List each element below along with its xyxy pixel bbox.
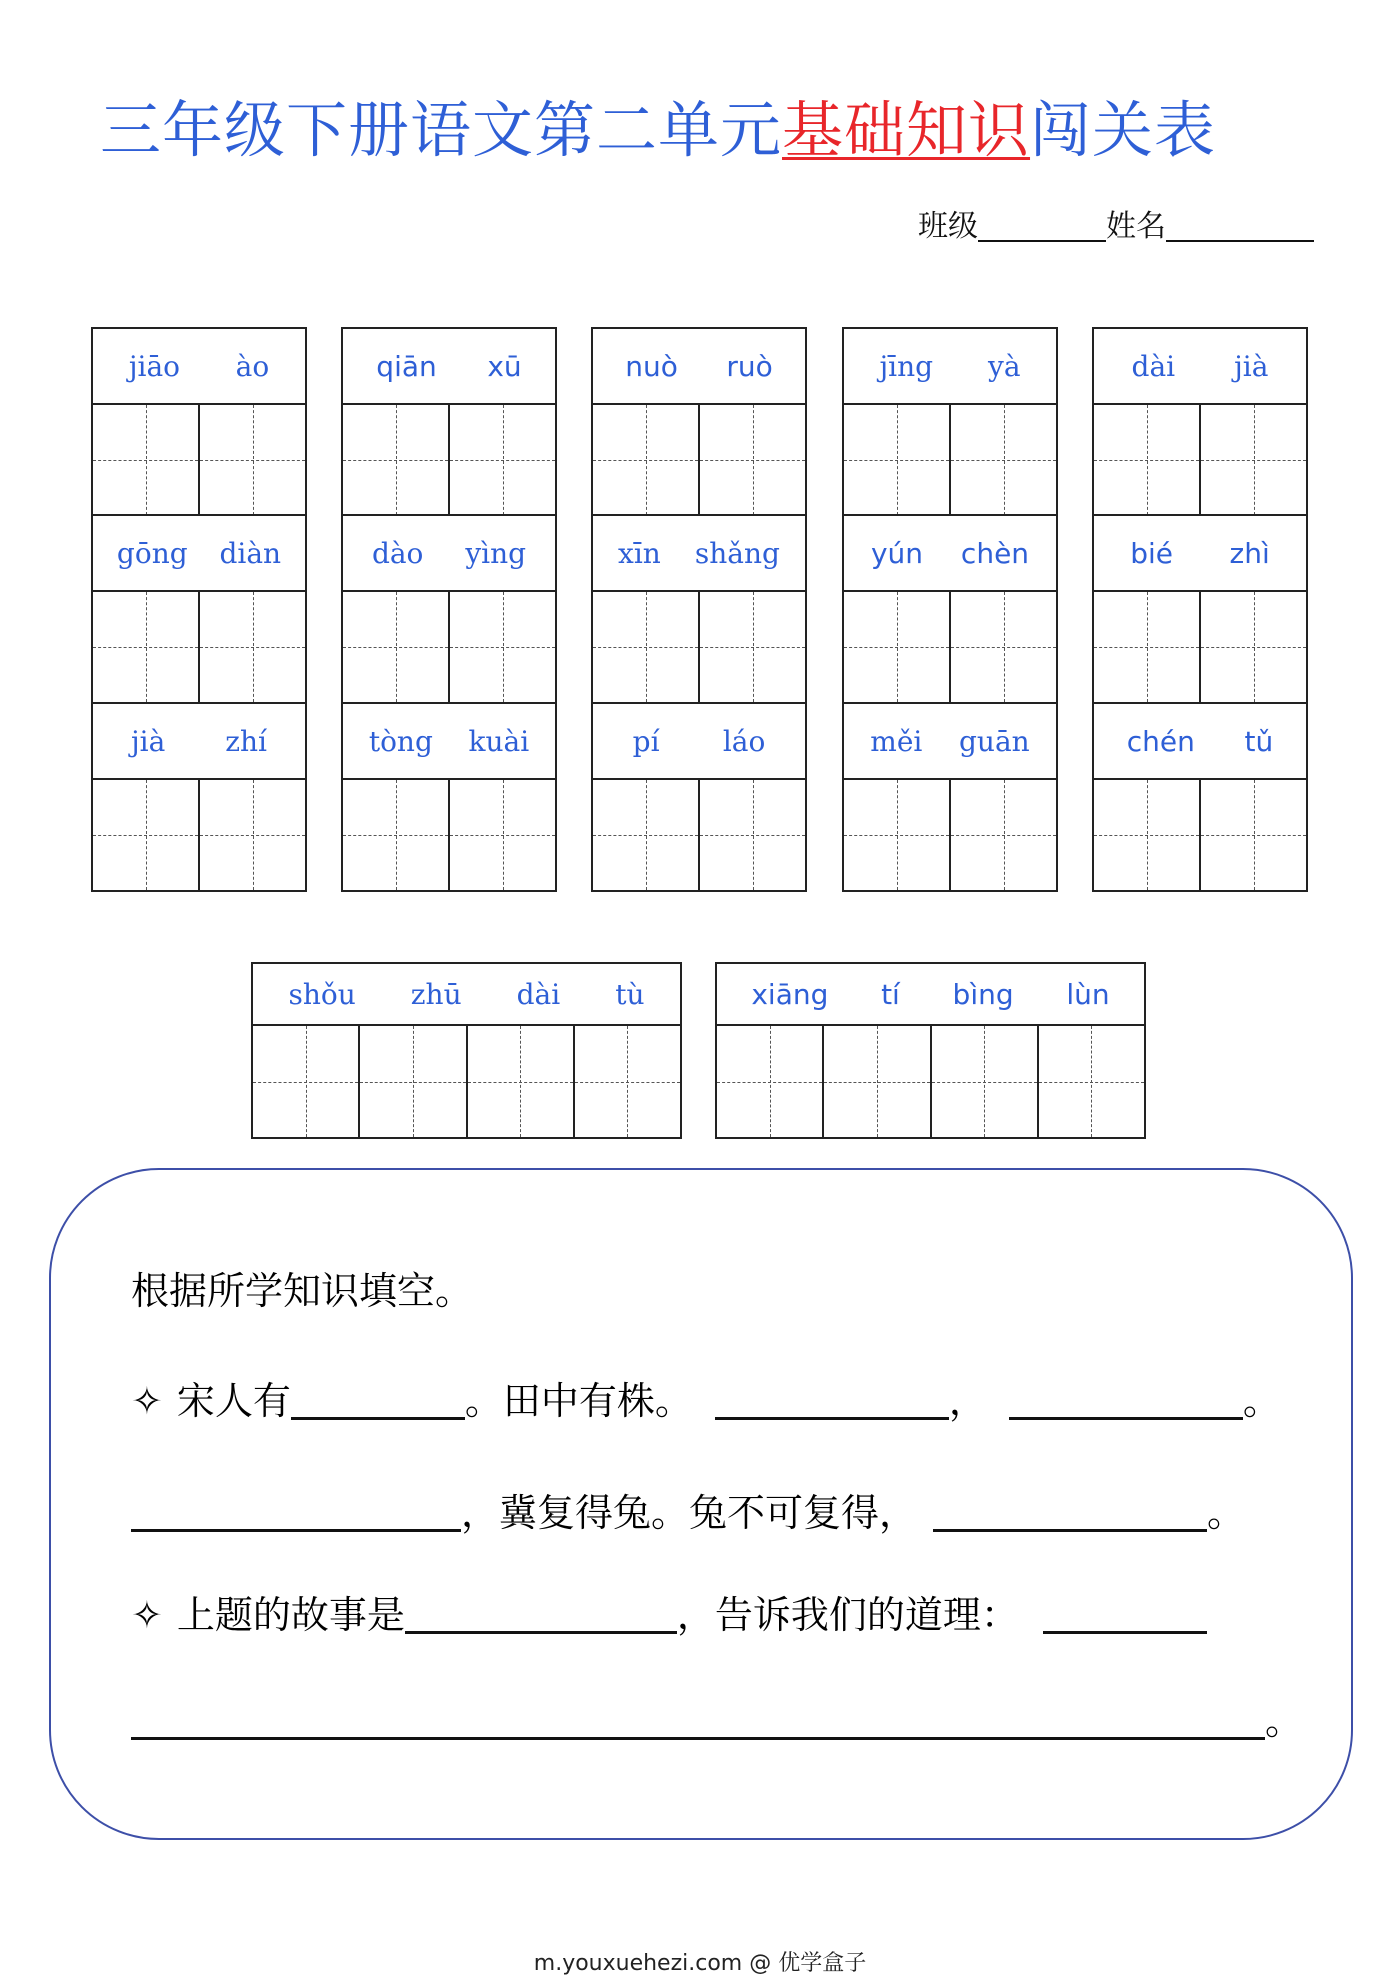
fill-blank[interactable] (715, 1380, 949, 1420)
tianzige-cell[interactable] (1039, 1026, 1144, 1137)
writing-grid (343, 592, 555, 702)
class-blank[interactable] (978, 212, 1106, 242)
pinyin-syllable: bié (1130, 536, 1174, 570)
writing-grid (717, 1026, 1144, 1137)
tianzige-cell[interactable] (844, 405, 951, 515)
pinyin-syllable: guān (958, 724, 1030, 758)
pinyin-syllable: zhì (1229, 536, 1270, 570)
tianzige-cell[interactable] (1094, 592, 1201, 702)
title-highlight: 基础知识 (782, 95, 1031, 166)
pinyin-box (842, 327, 1058, 517)
pinyin-label (593, 516, 805, 592)
tianzige-cell[interactable] (200, 592, 305, 702)
tianzige-cell[interactable] (253, 1026, 360, 1137)
student-info (918, 209, 1314, 244)
pinyin-syllable: láo (722, 724, 766, 758)
fill-blank[interactable] (131, 1700, 1265, 1740)
pinyin-label (844, 516, 1056, 592)
tianzige-cell[interactable] (700, 780, 805, 890)
writing-grid (1094, 592, 1306, 702)
tianzige-cell[interactable] (468, 1026, 575, 1137)
pinyin-syllable: tù (615, 977, 645, 1011)
pinyin-label (343, 329, 555, 405)
fill-blank[interactable] (1009, 1380, 1243, 1420)
pinyin-syllable: ruò (726, 349, 773, 383)
tianzige-cell[interactable] (844, 592, 951, 702)
pinyin-box (341, 514, 557, 704)
pinyin-syllable: bìng (952, 977, 1014, 1011)
writing-grid (343, 780, 555, 890)
pinyin-label (1094, 516, 1306, 592)
pinyin-syllable: chèn (960, 536, 1030, 570)
fill-blank[interactable] (1043, 1594, 1207, 1634)
pinyin-label (93, 329, 305, 405)
pinyin-syllable: zhí (225, 724, 268, 758)
footer-credit: m.youxuehezi.com @ 优学盒子 (533, 1951, 867, 1976)
writing-grid (844, 592, 1056, 702)
pinyin-label (343, 516, 555, 592)
tianzige-cell[interactable] (450, 780, 555, 890)
writing-grid (844, 405, 1056, 515)
pinyin-syllable: tí (881, 977, 900, 1011)
pinyin-label (93, 516, 305, 592)
tianzige-cell[interactable] (343, 405, 450, 515)
tianzige-cell[interactable] (1094, 405, 1201, 515)
tianzige-cell[interactable] (717, 1026, 824, 1137)
fill-text: ，告诉我们的道理： (676, 1593, 1019, 1637)
tianzige-cell[interactable] (450, 592, 555, 702)
pinyin-box (341, 702, 557, 892)
pinyin-syllable: gōng (116, 536, 188, 570)
pinyin-syllable: zhū (410, 977, 462, 1011)
tianzige-cell[interactable] (93, 405, 200, 515)
writing-grid (593, 780, 805, 890)
tianzige-cell[interactable] (951, 592, 1056, 702)
writing-grid (1094, 405, 1306, 515)
fill-line-1 (131, 1379, 1281, 1423)
fill-line-3 (131, 1593, 1207, 1637)
pinyin-syllable: yún (870, 536, 924, 570)
pinyin-label (93, 704, 305, 780)
pinyin-syllable: dài (516, 977, 561, 1011)
fill-text: ，冀复得兔。兔不可复得， (461, 1491, 918, 1535)
pinyin-syllable: jià (130, 724, 166, 758)
fill-text: 上题的故事是 (176, 1593, 405, 1637)
pinyin-label (343, 704, 555, 780)
tianzige-cell[interactable] (593, 780, 700, 890)
pinyin-label (253, 964, 680, 1026)
fill-text: 。 (1207, 1491, 1246, 1535)
tianzige-cell[interactable] (1201, 592, 1306, 702)
tianzige-cell[interactable] (93, 592, 200, 702)
fill-text: 。 (1265, 1699, 1304, 1743)
tianzige-cell[interactable] (200, 780, 305, 890)
pinyin-label (1094, 329, 1306, 405)
pinyin-syllable: ào (235, 349, 270, 383)
pinyin-box (91, 327, 307, 517)
tianzige-cell[interactable] (360, 1026, 467, 1137)
fill-text: ， (948, 1379, 987, 1423)
fill-blank[interactable] (405, 1594, 677, 1634)
pinyin-label (844, 329, 1056, 405)
fill-line-4 (131, 1699, 1304, 1743)
fill-blank[interactable] (933, 1492, 1207, 1532)
pinyin-syllable: chén (1126, 724, 1195, 758)
tianzige-cell[interactable] (93, 780, 200, 890)
star-bullet-icon: ✧ (131, 1593, 163, 1637)
tianzige-cell[interactable] (200, 405, 305, 515)
pinyin-box (842, 702, 1058, 892)
fill-heading: 根据所学知识填空。 (131, 1269, 474, 1313)
writing-grid (343, 405, 555, 515)
pinyin-syllable: nuò (625, 349, 678, 383)
title-prefix: 三年级下册语文第二单元 (100, 95, 783, 166)
pinyin-syllable: jīng (879, 349, 934, 383)
tianzige-cell[interactable] (700, 405, 805, 515)
tianzige-cell[interactable] (1201, 780, 1306, 890)
pinyin-syllable: pí (632, 724, 660, 758)
pinyin-syllable: xū (487, 349, 522, 383)
tianzige-cell[interactable] (1201, 405, 1306, 515)
idiom-box (715, 962, 1146, 1139)
pinyin-syllable: xīn (618, 536, 661, 570)
idiom-box (251, 962, 682, 1139)
pinyin-syllable: qiān (376, 349, 437, 383)
tianzige-cell[interactable] (343, 592, 450, 702)
pinyin-syllable: měi (870, 724, 923, 758)
writing-grid (593, 592, 805, 702)
pinyin-box (591, 327, 807, 517)
pinyin-syllable: shǎng (694, 536, 780, 570)
pinyin-box (91, 514, 307, 704)
tianzige-cell[interactable] (700, 592, 805, 702)
tianzige-cell[interactable] (824, 1026, 931, 1137)
fill-text: 。田中有株。 (464, 1379, 693, 1423)
name-blank[interactable] (1166, 212, 1314, 242)
fill-text: 宋人有 (176, 1379, 291, 1423)
pinyin-box (91, 702, 307, 892)
pinyin-box (1092, 514, 1308, 704)
tianzige-cell[interactable] (593, 592, 700, 702)
page-title (100, 95, 1217, 166)
pinyin-syllable: yìng (465, 536, 527, 570)
pinyin-syllable: kuài (468, 724, 530, 758)
tianzige-cell[interactable] (1094, 780, 1201, 890)
fill-text: 。 (1242, 1379, 1281, 1423)
pinyin-label (593, 704, 805, 780)
pinyin-box (341, 327, 557, 517)
pinyin-syllable: lùn (1066, 977, 1110, 1011)
pinyin-syllable: jiāo (128, 349, 180, 383)
pinyin-label (844, 704, 1056, 780)
tianzige-cell[interactable] (575, 1026, 680, 1137)
fill-blank[interactable] (291, 1380, 465, 1420)
writing-grid (93, 405, 305, 515)
tianzige-cell[interactable] (450, 405, 555, 515)
pinyin-syllable: xiāng (751, 977, 829, 1011)
pinyin-syllable: shǒu (288, 977, 356, 1011)
fill-blank[interactable] (131, 1492, 461, 1532)
pinyin-syllable: yà (988, 349, 1021, 383)
pinyin-syllable: diàn (219, 536, 282, 570)
tianzige-cell[interactable] (593, 405, 700, 515)
writing-grid (93, 592, 305, 702)
tianzige-cell[interactable] (343, 780, 450, 890)
pinyin-label (1094, 704, 1306, 780)
tianzige-cell[interactable] (951, 405, 1056, 515)
writing-grid (253, 1026, 680, 1137)
writing-grid (844, 780, 1056, 890)
name-label: 姓名 (1106, 209, 1166, 244)
pinyin-label (593, 329, 805, 405)
writing-grid (93, 780, 305, 890)
pinyin-syllable: tòng (368, 724, 433, 758)
pinyin-box (591, 514, 807, 704)
fill-line-2 (131, 1491, 1246, 1535)
title-suffix: 闯关表 (1030, 95, 1217, 166)
pinyin-syllable: dài (1131, 349, 1176, 383)
star-bullet-icon: ✧ (131, 1379, 163, 1423)
pinyin-box (1092, 327, 1308, 517)
pinyin-box (1092, 702, 1308, 892)
pinyin-syllable: tǔ (1244, 724, 1274, 758)
pinyin-syllable: jià (1234, 349, 1269, 383)
writing-grid (1094, 780, 1306, 890)
fill-in-blank-panel (49, 1168, 1353, 1840)
tianzige-cell[interactable] (844, 780, 951, 890)
pinyin-box (591, 702, 807, 892)
writing-grid (593, 405, 805, 515)
pinyin-box (842, 514, 1058, 704)
tianzige-cell[interactable] (951, 780, 1056, 890)
class-label: 班级 (918, 209, 978, 244)
pinyin-syllable: dào (371, 536, 424, 570)
tianzige-cell[interactable] (932, 1026, 1039, 1137)
pinyin-label (717, 964, 1144, 1026)
